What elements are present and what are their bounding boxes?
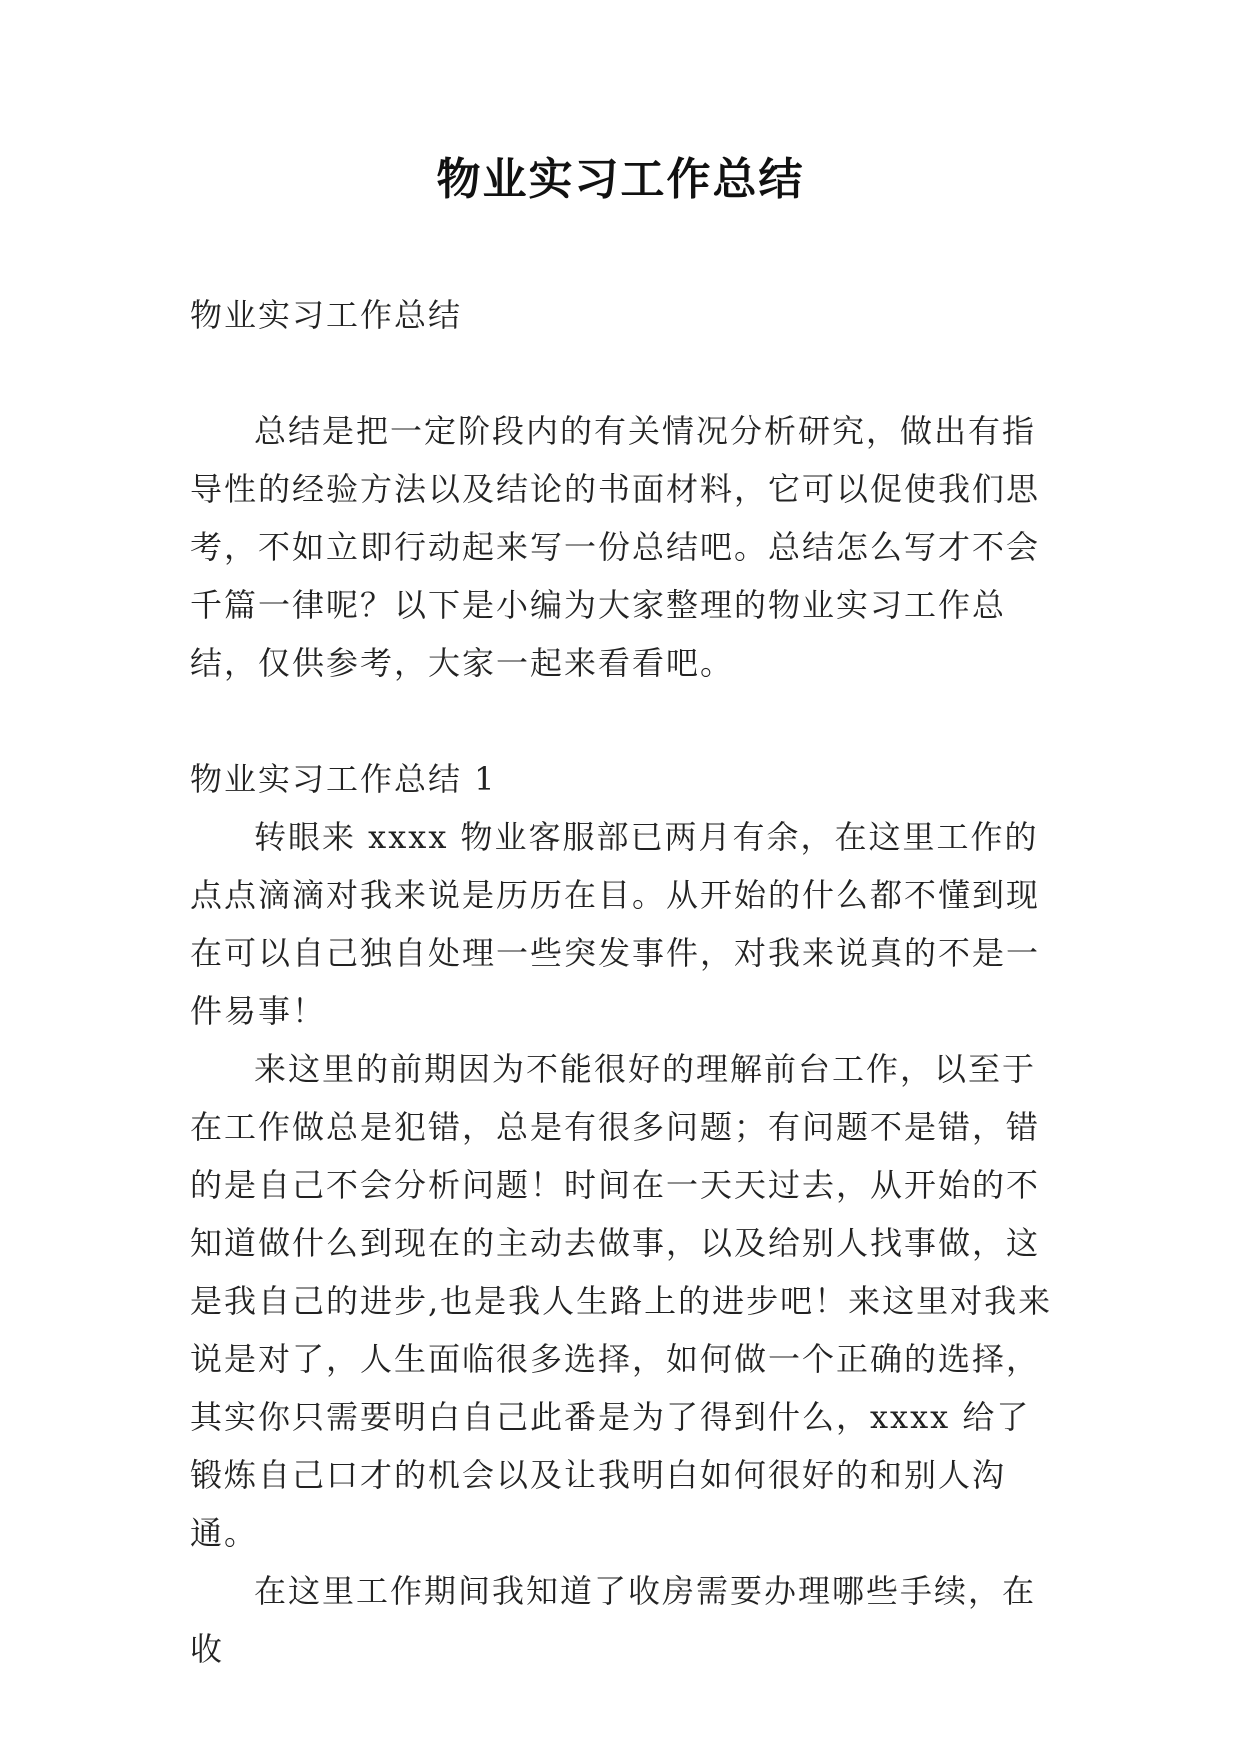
document-title: 物业实习工作总结 — [436, 154, 805, 205]
document-body — [190, 286, 1062, 1678]
body-paragraph: 在这里工作期间我知道了收房需要办理哪些手续，在收 — [190, 1572, 1037, 1668]
body-paragraph: 来这里的前期因为不能很好的理解前台工作，以至于在工作做总是犯错，总是有很多问题；有问题不是错，错的是自己不会分析问题！时间在一天天过去，从开始的不知道做什么到现在的主动去做事，以及给别人找事做，这是我自己的进步,也是我人生路上的进步吧！来这里对我来说是对了，人生面临很多选择，如何做一个正确的选择，其实你只需要明白自己此番是为了得到什么，xxxx 给了锻炼自己口才的机会以及让我明白如何很好的和别人沟通。 — [190, 1050, 1053, 1552]
intro-paragraph: 总结是把一定阶段内的有关情况分析研究，做出有指导性的经验方法以及结论的书面材料，它可以促使我们思考，不如立即行动起来写一份总结吧。总结怎么写才不会千篇一律呢？以下是小编为大家整理的物业实习工作总结，仅供参考，大家一起来看看吧。 — [190, 412, 1041, 682]
document-subtitle: 物业实习工作总结 — [190, 296, 463, 334]
section-heading: 物业实习工作总结 1 — [190, 760, 497, 798]
body-paragraph: 转眼来 xxxx 物业客服部已两月有余，在这里工作的点点滴滴对我来说是历历在目。从开始的什么都不懂到现在可以自己独自处理一些突发事件，对我来说真的不是一件易事！ — [190, 818, 1041, 1030]
